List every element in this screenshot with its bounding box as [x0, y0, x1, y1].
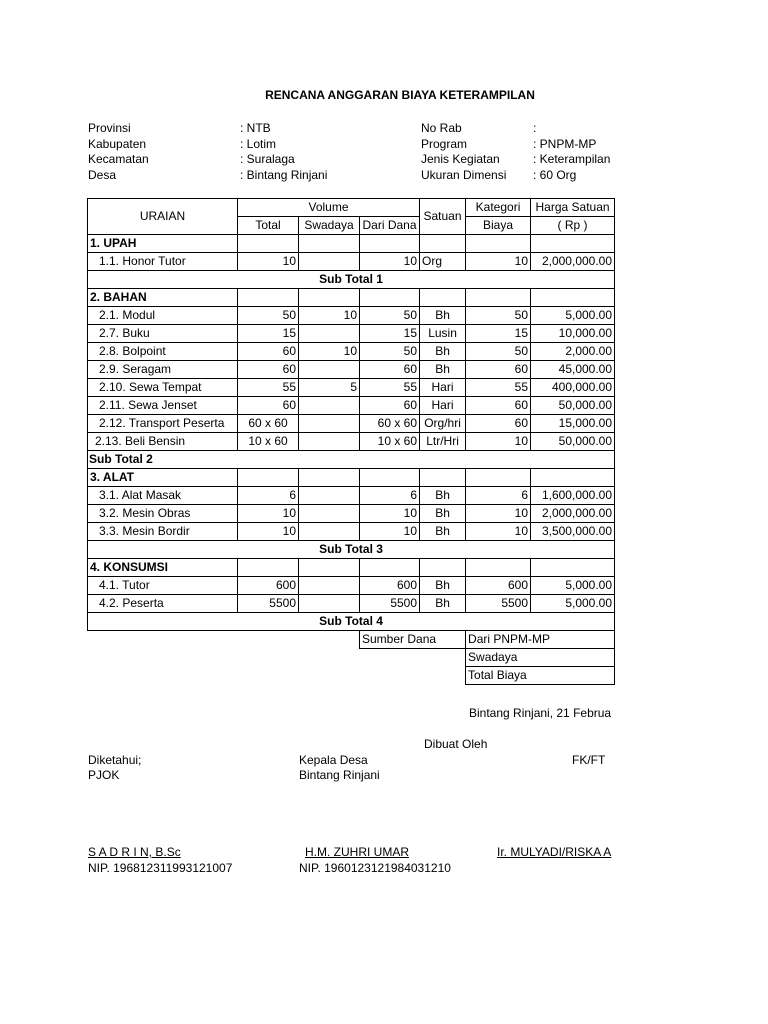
- cell-swadaya: [299, 487, 360, 505]
- cell-kategori: 15: [466, 325, 531, 343]
- empty-cell: [466, 235, 531, 253]
- section-label: 3. ALAT: [88, 469, 238, 487]
- dibuat-oleh: Dibuat Oleh: [424, 737, 488, 751]
- empty-cell: [299, 559, 360, 577]
- cell-swadaya: [299, 595, 360, 613]
- cell-dari-dana: 5500: [360, 595, 420, 613]
- cell-satuan: Bh: [420, 361, 466, 379]
- cell-satuan: Bh: [420, 307, 466, 325]
- pjok-label: PJOK: [88, 768, 120, 782]
- cell-total: 55: [238, 379, 299, 397]
- cell-kategori: 60: [466, 361, 531, 379]
- header-volume: Volume: [238, 199, 420, 217]
- cell-dari-dana: 6: [360, 487, 420, 505]
- meta-label: Kecamatan: [88, 152, 149, 166]
- table-row: [88, 577, 615, 595]
- empty-cell: [420, 469, 466, 487]
- empty-cell: [360, 469, 420, 487]
- table-row: [88, 595, 615, 613]
- cell-total: 10: [238, 505, 299, 523]
- cell-uraian: 2.12. Transport Peserta: [88, 415, 238, 433]
- subtotal-label: Sub Total 4: [88, 613, 615, 631]
- cell-dari-dana: 60 x 60: [360, 415, 420, 433]
- header-swadaya: Swadaya: [299, 217, 360, 235]
- table-row: [88, 505, 615, 523]
- empty-cell: [299, 469, 360, 487]
- cell-kategori: 60: [466, 415, 531, 433]
- cell-satuan: Org/hri: [420, 415, 466, 433]
- cell-harga: 2,000,000.00: [531, 505, 615, 523]
- cell-satuan: Hari: [420, 379, 466, 397]
- subtotal-row: [88, 613, 615, 631]
- header-total: Total: [238, 217, 299, 235]
- meta-value: : Suralaga: [240, 152, 295, 166]
- table-row: [88, 487, 615, 505]
- cell-harga: 3,500,000.00: [531, 523, 615, 541]
- cell-total: 60: [238, 361, 299, 379]
- table-header-row: [88, 199, 615, 217]
- meta-label: No Rab: [421, 121, 462, 135]
- cell-harga: 10,000.00: [531, 325, 615, 343]
- place-date: Bintang Rinjani, 21 Februa: [469, 706, 612, 720]
- cell-swadaya: [299, 325, 360, 343]
- empty-cell: [420, 235, 466, 253]
- empty-cell: [531, 235, 615, 253]
- cell-uraian: 2.13. Beli Bensin: [88, 433, 238, 451]
- sumber-dana-row: [88, 649, 615, 667]
- cell-harga: 15,000.00: [531, 415, 615, 433]
- cell-kategori: 60: [466, 397, 531, 415]
- empty-cell: [531, 559, 615, 577]
- cell-harga: 400,000.00: [531, 379, 615, 397]
- cell-uraian: 2.9. Seragam: [88, 361, 238, 379]
- section-label: 2. BAHAN: [88, 289, 238, 307]
- cell-uraian: 4.2. Peserta: [88, 595, 238, 613]
- cell-swadaya: 10: [299, 343, 360, 361]
- sumber-dana-row: [88, 631, 615, 649]
- cell-dari-dana: 15: [360, 325, 420, 343]
- cell-satuan: Bh: [420, 487, 466, 505]
- meta-value: : Lotim: [240, 137, 277, 151]
- cell-total: 600: [238, 577, 299, 595]
- empty-cell: [238, 235, 299, 253]
- cell-satuan: Bh: [420, 523, 466, 541]
- cell-satuan: Bh: [420, 595, 466, 613]
- document-title: RENCANA ANGGARAN BIAYA KETERAMPILAN: [265, 88, 535, 102]
- cell-satuan: Lusin: [420, 325, 466, 343]
- cell-kategori: 50: [466, 307, 531, 325]
- cell-kategori: 10: [466, 433, 531, 451]
- empty-cell: [238, 559, 299, 577]
- signatory-2-nip: NIP. 1960123121984031210: [299, 861, 451, 875]
- cell-total: 50: [238, 307, 299, 325]
- cell-kategori: 10: [466, 523, 531, 541]
- empty-cell: [360, 559, 420, 577]
- section-row: [88, 469, 615, 487]
- cell-harga: 2,000,000.00: [531, 253, 615, 271]
- cell-kategori: 5500: [466, 595, 531, 613]
- signatory-3-name: Ir. MULYADI/RISKA A: [497, 845, 612, 859]
- table-row: [88, 433, 615, 451]
- cell-satuan: Bh: [420, 577, 466, 595]
- meta-value: : Keterampilan: [533, 152, 611, 166]
- cell-harga: 1,600,000.00: [531, 487, 615, 505]
- empty-cell: [238, 289, 299, 307]
- cell-total: 60: [238, 343, 299, 361]
- cell-uraian: 2.10. Sewa Tempat: [88, 379, 238, 397]
- budget-table: [87, 198, 615, 685]
- empty-cell: [360, 289, 420, 307]
- meta-label: Provinsi: [88, 121, 131, 135]
- empty-cell: [531, 469, 615, 487]
- cell-dari-dana: 60: [360, 397, 420, 415]
- cell-dari-dana: 10: [360, 253, 420, 271]
- cell-total: 60: [238, 397, 299, 415]
- empty-cell: [466, 289, 531, 307]
- cell-total: 15: [238, 325, 299, 343]
- table-row: [88, 379, 615, 397]
- subtotal-row: [88, 271, 615, 289]
- section-row: [88, 235, 615, 253]
- table-row: [88, 325, 615, 343]
- cell-dari-dana: 600: [360, 577, 420, 595]
- meta-label: Ukuran Dimensi: [421, 168, 507, 182]
- fkft-label: FK/FT: [572, 753, 606, 767]
- cell-kategori: 10: [466, 253, 531, 271]
- meta-value: : Bintang Rinjani: [240, 168, 328, 182]
- cell-uraian: 3.3. Mesin Bordir: [88, 523, 238, 541]
- empty-cell: [466, 469, 531, 487]
- table-row: [88, 343, 615, 361]
- header-satuan: Satuan: [420, 199, 466, 235]
- subtotal-label: Sub Total 1: [88, 271, 615, 289]
- header-rp: ( Rp ): [531, 217, 615, 235]
- table-row: [88, 307, 615, 325]
- cell-satuan: Bh: [420, 505, 466, 523]
- kepala-desa-label: Kepala Desa: [299, 753, 368, 767]
- empty-cell: [299, 289, 360, 307]
- cell-harga: 50,000.00: [531, 433, 615, 451]
- empty-cell: [420, 289, 466, 307]
- subtotal-row: [88, 541, 615, 559]
- cell-harga: 5,000.00: [531, 577, 615, 595]
- empty-cell: [88, 667, 466, 685]
- section-row: [88, 289, 615, 307]
- empty-cell: [531, 289, 615, 307]
- meta-label: Kabupaten: [88, 137, 147, 151]
- header-uraian: URAIAN: [88, 199, 238, 235]
- meta-label: Desa: [88, 168, 117, 182]
- cell-swadaya: [299, 253, 360, 271]
- cell-dari-dana: 50: [360, 343, 420, 361]
- subtotal-label: Sub Total 2: [88, 451, 615, 469]
- cell-dari-dana: 10 x 60: [360, 433, 420, 451]
- cell-satuan: Hari: [420, 397, 466, 415]
- cell-kategori: 55: [466, 379, 531, 397]
- table-row: [88, 253, 615, 271]
- sumber-dana-label: Sumber Dana: [360, 631, 466, 649]
- header-biaya: Biaya: [466, 217, 531, 235]
- cell-swadaya: [299, 415, 360, 433]
- empty-cell: [238, 469, 299, 487]
- table-row: [88, 361, 615, 379]
- cell-uraian: 2.7. Buku: [88, 325, 238, 343]
- cell-uraian: 3.2. Mesin Obras: [88, 505, 238, 523]
- meta-value: : 60 Org: [533, 168, 577, 182]
- signatory-1-nip: NIP. 196812311993121007: [88, 861, 233, 875]
- cell-satuan: Ltr/Hri: [420, 433, 466, 451]
- section-label: 1. UPAH: [88, 235, 238, 253]
- empty-cell: [88, 631, 360, 649]
- cell-uraian: 2.8. Bolpoint: [88, 343, 238, 361]
- empty-cell: [299, 235, 360, 253]
- cell-swadaya: [299, 505, 360, 523]
- cell-swadaya: [299, 523, 360, 541]
- meta-value: : NTB: [240, 121, 271, 135]
- cell-uraian: 4.1. Tutor: [88, 577, 238, 595]
- cell-swadaya: [299, 433, 360, 451]
- signatory-2-name: H.M. ZUHRI UMAR: [305, 845, 409, 859]
- cell-harga: 5,000.00: [531, 307, 615, 325]
- cell-swadaya: [299, 361, 360, 379]
- table-row: [88, 523, 615, 541]
- section-label: 4. KONSUMSI: [88, 559, 238, 577]
- diketahui-label: Diketahui;: [88, 753, 142, 767]
- sumber-dana-row: [88, 667, 615, 685]
- cell-total: 5500: [238, 595, 299, 613]
- header-harga: Harga Satuan: [531, 199, 615, 217]
- cell-harga: 2,000.00: [531, 343, 615, 361]
- meta-label: Program: [421, 137, 468, 151]
- empty-cell: [466, 559, 531, 577]
- cell-dari-dana: 10: [360, 505, 420, 523]
- cell-total: 6: [238, 487, 299, 505]
- meta-label: Jenis Kegiatan: [421, 152, 500, 166]
- cell-total: 10: [238, 523, 299, 541]
- subtotal-label: Sub Total 3: [88, 541, 615, 559]
- kepala-desa-place: Bintang Rinjani: [299, 768, 380, 782]
- meta-value: : PNPM-MP: [533, 137, 597, 151]
- header-kategori: Kategori: [466, 199, 531, 217]
- table-row: [88, 397, 615, 415]
- cell-dari-dana: 50: [360, 307, 420, 325]
- cell-total: 10 x 60: [238, 433, 299, 451]
- cell-uraian: 1.1. Honor Tutor: [88, 253, 238, 271]
- cell-total: 60 x 60: [238, 415, 299, 433]
- cell-swadaya: [299, 397, 360, 415]
- cell-total: 10: [238, 253, 299, 271]
- cell-uraian: 3.1. Alat Masak: [88, 487, 238, 505]
- cell-kategori: 10: [466, 505, 531, 523]
- cell-swadaya: 5: [299, 379, 360, 397]
- cell-uraian: 2.1. Modul: [88, 307, 238, 325]
- sumber-dana-item: Swadaya: [466, 649, 615, 667]
- cell-satuan: Bh: [420, 343, 466, 361]
- cell-swadaya: [299, 577, 360, 595]
- cell-kategori: 600: [466, 577, 531, 595]
- cell-harga: 45,000.00: [531, 361, 615, 379]
- cell-kategori: 6: [466, 487, 531, 505]
- sumber-dana-item: Total Biaya: [466, 667, 615, 685]
- cell-harga: 5,000.00: [531, 595, 615, 613]
- section-row: [88, 559, 615, 577]
- empty-cell: [88, 649, 466, 667]
- cell-dari-dana: 60: [360, 361, 420, 379]
- empty-cell: [360, 235, 420, 253]
- cell-satuan: Org: [420, 253, 466, 271]
- signatory-1-name: S A D R I N, B.Sc: [88, 845, 181, 859]
- cell-kategori: 50: [466, 343, 531, 361]
- cell-swadaya: 10: [299, 307, 360, 325]
- meta-value: :: [533, 121, 537, 135]
- cell-dari-dana: 55: [360, 379, 420, 397]
- cell-dari-dana: 10: [360, 523, 420, 541]
- table-row: [88, 415, 615, 433]
- header-dari-dana: Dari Dana: [360, 217, 420, 235]
- cell-harga: 50,000.00: [531, 397, 615, 415]
- subtotal-row: [88, 451, 615, 469]
- sumber-dana-item: Dari PNPM-MP: [466, 631, 615, 649]
- empty-cell: [420, 559, 466, 577]
- cell-uraian: 2.11. Sewa Jenset: [88, 397, 238, 415]
